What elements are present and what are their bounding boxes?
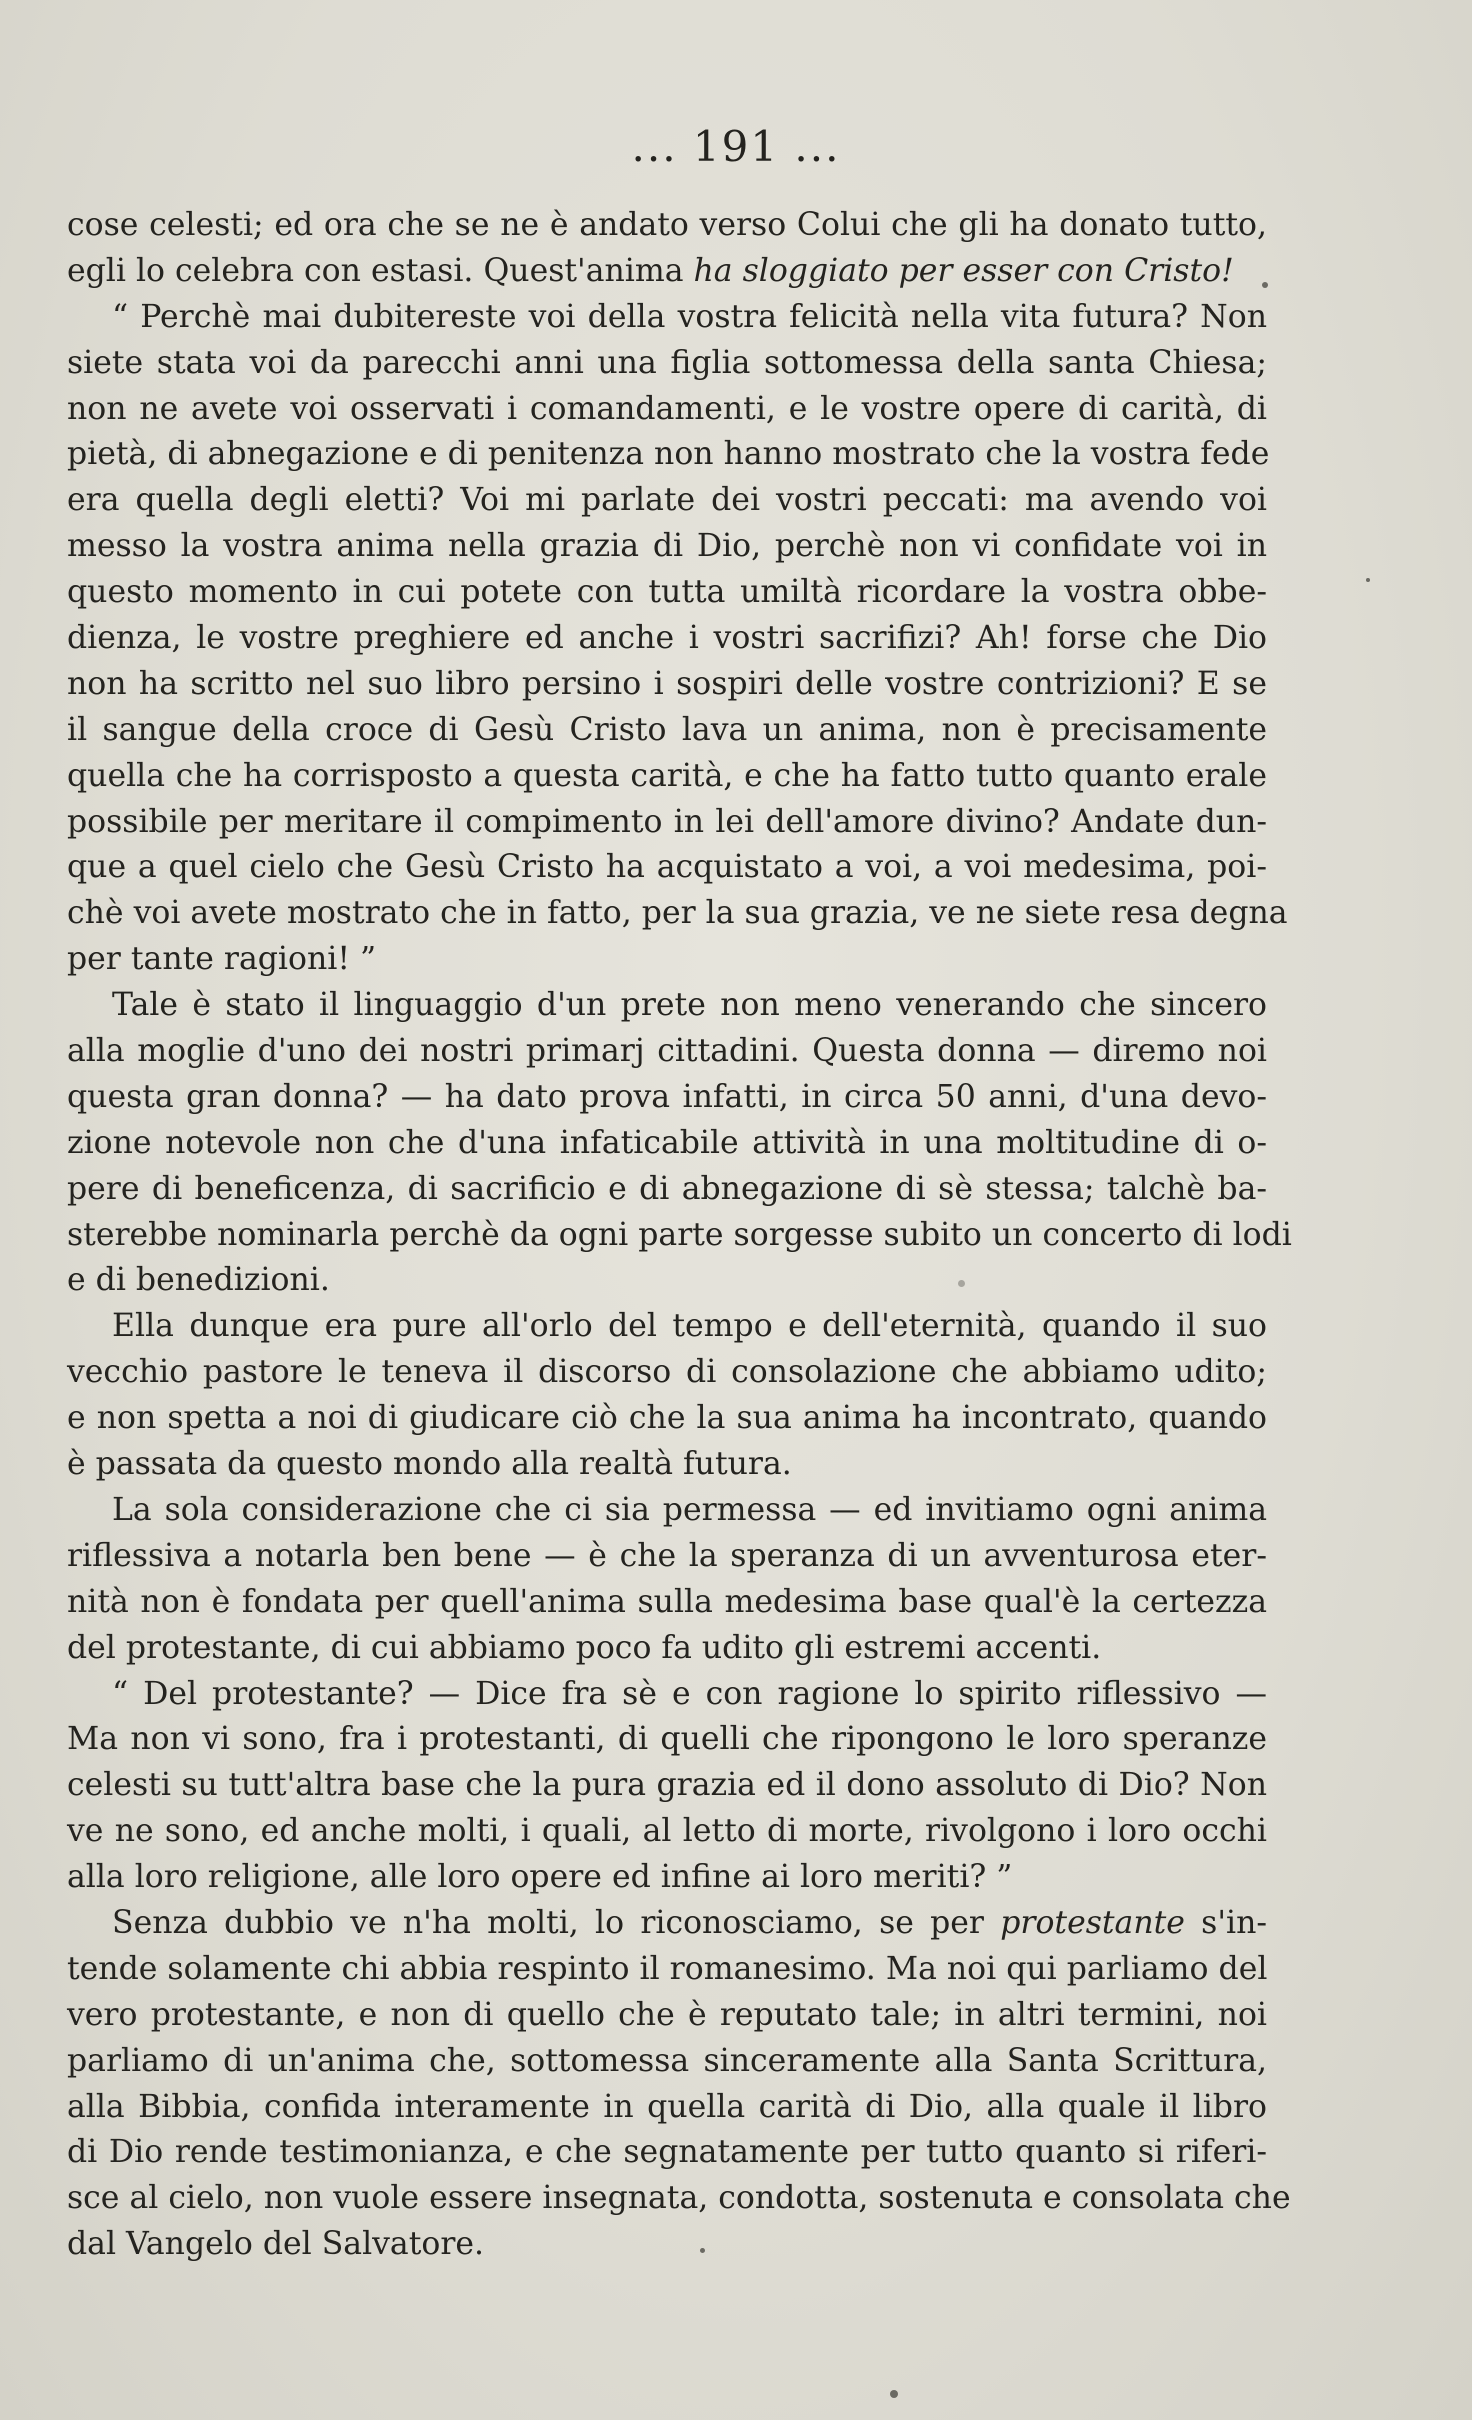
line-text: per tante ragioni! ” bbox=[67, 941, 377, 978]
line-text: era quella degli eletti? Voi mi parlate dei vostri peccati: ma avendo voi bbox=[67, 482, 1267, 519]
paper-speck bbox=[700, 2248, 705, 2253]
line-text: vero protestante, e non di quello che è reputato tale; in altri termini, noi bbox=[67, 1996, 1267, 2033]
text-line bbox=[67, 2085, 1267, 2131]
text-line bbox=[67, 1304, 1267, 1350]
text-line bbox=[67, 432, 1270, 478]
line-tail: s'in- bbox=[1184, 1904, 1267, 1941]
line-text: egli lo celebra con estasi. Quest'anima bbox=[67, 252, 694, 289]
line-text: possibile per meritare il compimento in lei dell'amore divino? Andate dun- bbox=[67, 803, 1267, 840]
text-line bbox=[67, 1075, 1267, 1121]
line-text: il sangue della croce di Gesù Cristo lava un anima, non è precisamente bbox=[67, 711, 1267, 748]
line-text: messo la vostra anima nella grazia di Dio, perchè non vi confidate voi in bbox=[67, 528, 1267, 565]
text-line bbox=[67, 1442, 1267, 1488]
text-line bbox=[67, 2222, 1267, 2268]
text-line bbox=[67, 1580, 1267, 1626]
line-text: alla loro religione, alle loro opere ed infine ai loro meriti? ” bbox=[67, 1859, 1013, 1896]
text-line bbox=[67, 478, 1267, 524]
paper-speck bbox=[1262, 282, 1268, 288]
line-text: alla moglie d'uno dei nostri primarj cittadini. Questa donna — diremo noi bbox=[67, 1033, 1267, 1070]
text-line bbox=[67, 1947, 1267, 1993]
line-text: sce al cielo, non vuole essere insegnata, condotta, sostenuta e consolata che bbox=[67, 2180, 1291, 2217]
line-text: non ha scritto nel suo libro persino i sospiri delle vostre contrizioni? E se bbox=[67, 665, 1267, 702]
paper-speck bbox=[958, 1280, 965, 1287]
line-text: “ Perchè mai dubitereste voi della vostra felicità nella vita futura? Non bbox=[112, 298, 1267, 335]
text-line bbox=[67, 1717, 1267, 1763]
text-line bbox=[67, 1626, 1267, 1672]
text-line bbox=[67, 1855, 1267, 1901]
text-line bbox=[67, 2130, 1267, 2176]
line-text: siete stata voi da parecchi anni una figlia sottomessa della santa Chiesa; bbox=[67, 344, 1267, 381]
text-line bbox=[67, 708, 1267, 754]
line-text: Ella dunque era pure all'orlo del tempo e dell'eternità, quando il suo bbox=[112, 1308, 1267, 1345]
page-number: ... 191 ... bbox=[631, 122, 841, 171]
line-text: La sola considerazione che ci sia permessa — ed invitiamo ogni anima bbox=[112, 1491, 1267, 1528]
text-line bbox=[67, 1488, 1267, 1534]
line-text: dienza, le vostre preghiere ed anche i vostri sacrifizi? Ah! forse che Dio bbox=[67, 620, 1267, 657]
text-line bbox=[67, 524, 1267, 570]
text-line bbox=[67, 1121, 1267, 1167]
text-line bbox=[67, 800, 1267, 846]
text-line bbox=[67, 1167, 1267, 1213]
line-text: alla Bibbia, confida interamente in quella carità di Dio, alla quale il libro bbox=[67, 2088, 1267, 2125]
line-text: tende solamente chi abbia respinto il romanesimo. Ma noi qui parliamo del bbox=[67, 1950, 1268, 1987]
text-line bbox=[67, 1534, 1267, 1580]
paper-speck bbox=[890, 2390, 898, 2398]
line-text: di Dio rende testimonianza, e che segnatamente per tutto quanto si riferi- bbox=[67, 2134, 1267, 2171]
line-text: ve ne sono, ed anche molti, i quali, al letto di morte, rivolgono i loro occhi bbox=[67, 1813, 1267, 1850]
text-line bbox=[67, 1396, 1267, 1442]
text-line bbox=[67, 2176, 1291, 2222]
text-line bbox=[67, 570, 1267, 616]
line-text: parliamo di un'anima che, sottomessa sinceramente alla Santa Scrittura, bbox=[67, 2042, 1267, 2079]
text-line bbox=[67, 754, 1267, 800]
text-line bbox=[67, 1350, 1267, 1396]
line-text: non ne avete voi osservati i comandamenti, e le vostre opere di carità, di bbox=[67, 390, 1267, 427]
text-line bbox=[67, 1901, 1267, 1947]
line-text: Tale è stato il linguaggio d'un prete non meno venerando che sincero bbox=[112, 987, 1267, 1024]
line-text: del protestante, di cui abbiamo poco fa udito gli estremi accenti. bbox=[67, 1629, 1102, 1666]
text-line bbox=[67, 983, 1267, 1029]
line-text: questo momento in cui potete con tutta umiltà ricordare la vostra obbe- bbox=[67, 574, 1267, 611]
text-line bbox=[67, 2039, 1267, 2085]
line-text: “ Del protestante? — Dice fra sè e con ragione lo spirito riflessivo — bbox=[112, 1675, 1267, 1712]
text-line bbox=[67, 1672, 1267, 1718]
line-text: pere di beneficenza, di sacrificio e di abnegazione di sè stessa; talchè ba- bbox=[67, 1170, 1267, 1207]
text-line bbox=[67, 845, 1267, 891]
line-text: è passata da questo mondo alla realtà futura. bbox=[67, 1446, 792, 1483]
line-text: cose celesti; ed ora che se ne è andato verso Colui che gli ha donato tutto, bbox=[67, 207, 1267, 243]
line-text: Senza dubbio ve n'ha molti, lo riconosciamo, se per bbox=[112, 1904, 1001, 1941]
text-line bbox=[67, 891, 1288, 937]
text-line bbox=[67, 937, 1267, 983]
line-text: questa gran donna? — ha dato prova infatti, in circa 50 anni, d'una devo- bbox=[67, 1078, 1267, 1115]
text-line bbox=[67, 387, 1267, 433]
italic-phrase: protestante bbox=[1000, 1904, 1185, 1941]
italic-phrase: ha sloggiato per esser con Cristo! bbox=[693, 252, 1234, 289]
text-line bbox=[67, 1213, 1292, 1259]
line-text: vecchio pastore le teneva il discorso di consolazione che abbiamo udito; bbox=[67, 1354, 1267, 1391]
line-text: sterebbe nominarla perchè da ogni parte sorgesse subito un concerto di lodi bbox=[67, 1216, 1292, 1253]
text-line bbox=[67, 295, 1267, 341]
line-text: e di benedizioni. bbox=[67, 1262, 330, 1299]
line-text: quella che ha corrisposto a questa carità, e che ha fatto tutto quanto erale bbox=[67, 757, 1267, 794]
page-text bbox=[67, 203, 1292, 2268]
text-line bbox=[67, 662, 1267, 708]
paper-speck bbox=[1366, 578, 1370, 582]
line-text: Ma non vi sono, fra i protestanti, di quelli che ripongono le loro speranze bbox=[67, 1721, 1267, 1758]
text-line bbox=[67, 1763, 1267, 1809]
text-line bbox=[67, 616, 1267, 662]
line-text: chè voi avete mostrato che in fatto, per la sua grazia, ve ne siete resa degna bbox=[67, 895, 1288, 932]
line-text: pietà, di abnegazione e di penitenza non hanno mostrato che la vostra fede bbox=[67, 436, 1270, 473]
text-line bbox=[67, 249, 1267, 295]
text-line bbox=[67, 1809, 1267, 1855]
text-line bbox=[67, 341, 1267, 387]
text-line bbox=[67, 1993, 1267, 2039]
text-line bbox=[67, 1029, 1267, 1075]
line-text: dal Vangelo del Salvatore. bbox=[67, 2226, 485, 2263]
line-text: nità non è fondata per quell'anima sulla medesima base qual'è la certezza bbox=[67, 1583, 1267, 1620]
line-text: e non spetta a noi di giudicare ciò che la sua anima ha incontrato, quando bbox=[67, 1400, 1267, 1437]
line-text: riflessiva a notarla ben bene — è che la speranza di un avventurosa eter- bbox=[67, 1537, 1267, 1574]
line-text: zione notevole non che d'una infaticabile attività in una moltitudine di o- bbox=[67, 1124, 1267, 1161]
line-text: celesti su tutt'altra base che la pura grazia ed il dono assoluto di Dio? Non bbox=[67, 1767, 1267, 1804]
text-line bbox=[67, 203, 1267, 249]
line-text: que a quel cielo che Gesù Cristo ha acquistato a voi, a voi medesima, poi- bbox=[67, 849, 1267, 886]
text-line bbox=[67, 1258, 1267, 1304]
